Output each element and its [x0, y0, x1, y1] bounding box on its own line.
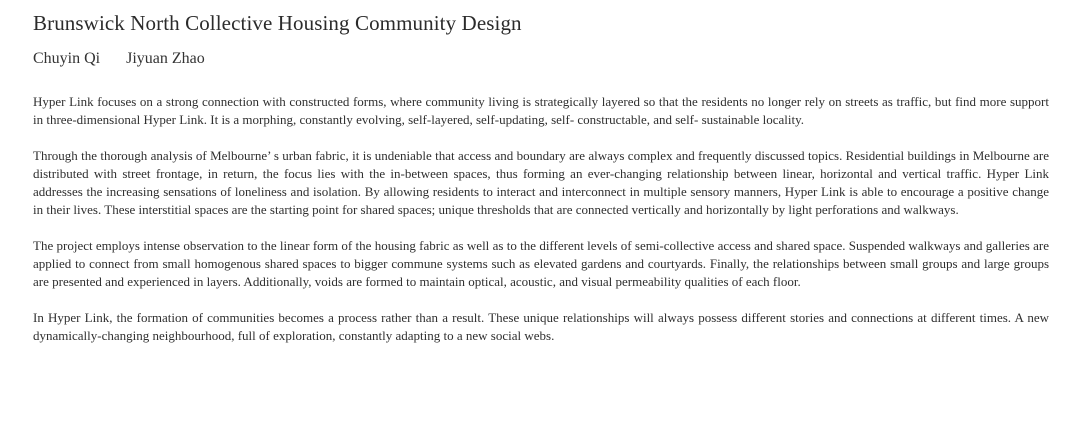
author-name: Chuyin Qi [33, 50, 101, 67]
author-name: Jiyuan Zhao [126, 50, 205, 67]
document-page [33, 10, 1049, 363]
body-paragraph: Hyper Link focuses on a strong connection with constructed forms, where community living is strategically layered so that the residents no longer rely on streets as traffic, but find more support in three-dimensional Hyper Link. It is a morphing, constantly evolving, self-layered, self-updating, self- constructable, and self- sustainable locality. [33, 94, 1049, 127]
author-list [33, 49, 1049, 69]
body-paragraph: Through the thorough analysis of Melbourne’ s urban fabric, it is undeniable that access and boundary are always complex and frequently discussed topics. Residential buildings in Melbourne are distributed with street frontage, in return, the focus lies with the in-between spaces, thus forming an ever-changing relationship between linear, horizontal and vertical traffic. Hyper Link addresses the increasing sensations of loneliness and isolation. By allowing residents to interact and interconnect in multiple sensory manners, Hyper Link is able to encourage a positive change in their lives. These interstitial spaces are the starting point for shared spaces; unique thresholds that are connected vertically and horizontally by light perforations and walkways. [33, 148, 1049, 217]
body-paragraph: In Hyper Link, the formation of communities becomes a process rather than a result. These unique relationships will always possess different stories and connections at different times. A new dynamically-changing neighbourhood, full of exploration, constantly adapting to a new social webs. [33, 310, 1049, 343]
document-title: Brunswick North Collective Housing Community Design [33, 11, 522, 35]
body-paragraph: The project employs intense observation to the linear form of the housing fabric as well as to the different levels of semi-collective access and shared space. Suspended walkways and galleries are applied to connect from small homogenous shared spaces to bigger commune systems such as elevated gardens and courtyards. Finally, the relationships between small groups and large groups are presented and experienced in layers. Additionally, voids are formed to maintain optical, acoustic, and visual permeability qualities of each floor. [33, 238, 1049, 289]
